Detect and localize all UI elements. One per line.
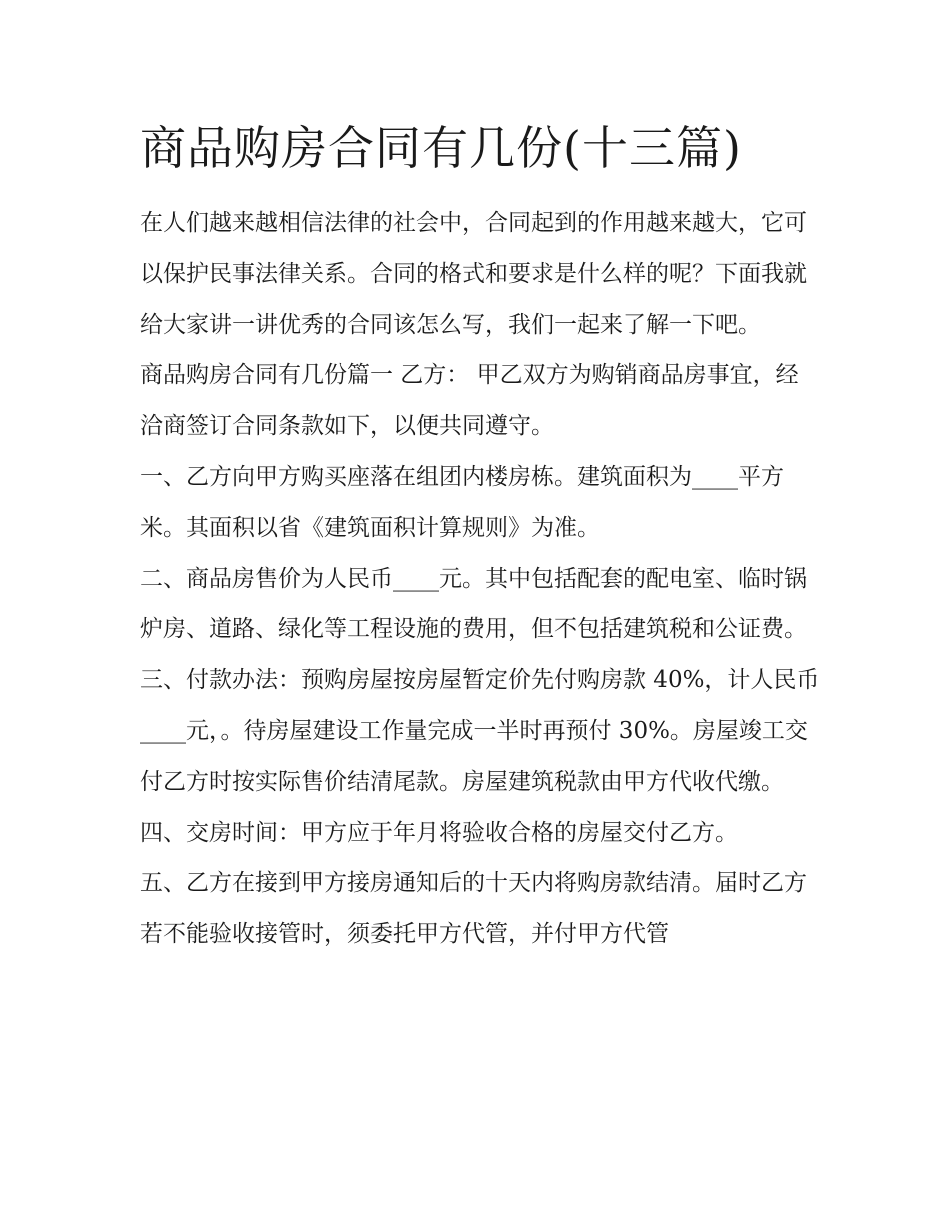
paragraph-clause-3: 三、付款办法：预购房屋按房屋暂定价先付购房款 40%，计人民币____元，。待房屋建设工作量完成一半时再预付 30%。房屋竣工交付乙方时按实际售价结清尾款。房屋建筑税款由甲方代收代缴。	[140, 667, 820, 795]
paragraph-intro: 在人们越来越相信法律的社会中，合同起到的作用越来越大，它可以保护民事法律关系。合同的格式和要求是什么样的呢？下面我就给大家讲一讲优秀的合同该怎么写，我们一起来了解一下吧。	[140, 210, 807, 338]
paragraph-clause-2: 二、商品房售价为人民币____元。其中包括配套的配电室、临时锅炉房、道路、绿化等工程设施的费用，但不包括建筑税和公证费。	[140, 565, 807, 643]
document-title: 商品购房合同有几份(十三篇)	[140, 121, 742, 175]
paragraph-clause-4: 四、交房时间：甲方应于年月将验收合格的房屋交付乙方。	[140, 819, 738, 846]
paragraph-contract-heading: 商品购房合同有几份篇一 乙方： 甲乙双方为购销商品房事宜，经洽商签订合同条款如下，以便共同遵守。	[140, 362, 799, 440]
document-body	[140, 198, 820, 960]
paragraph-clause-5: 五、乙方在接到甲方接房通知后的十天内将购房款结清。届时乙方若不能验收接管时，须委托甲方代管，并付甲方代管	[140, 870, 807, 948]
paragraph-clause-1: 一、乙方向甲方购买座落在组团内楼房栋。建筑面积为____平方米。其面积以省《建筑面积计算规则》为准。	[140, 463, 784, 541]
